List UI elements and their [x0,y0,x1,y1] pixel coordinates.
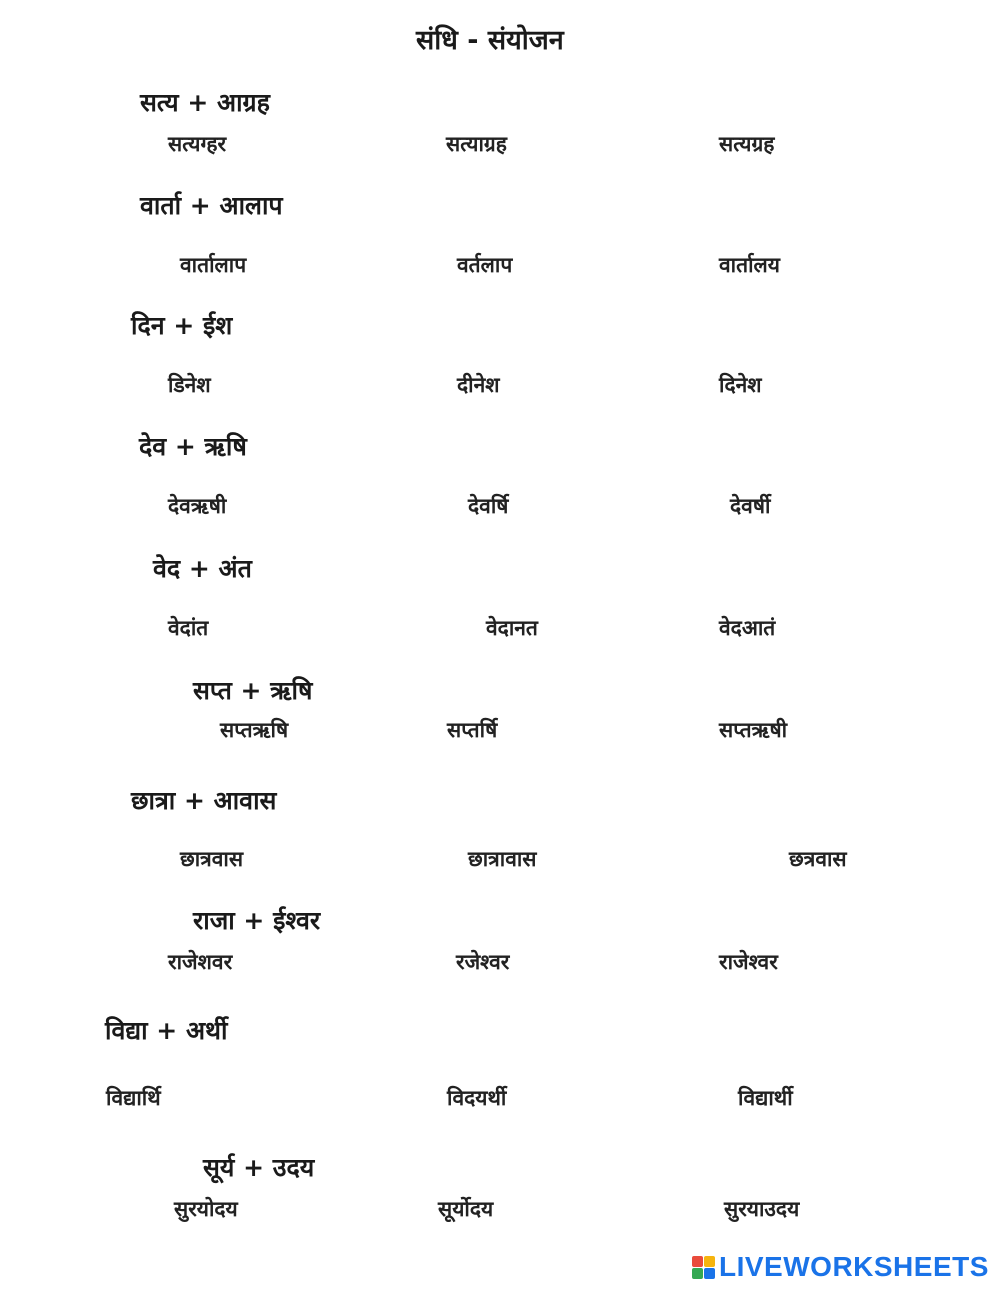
answer-option[interactable]: छात्रवास [180,847,244,871]
answer-option[interactable]: देवर्षि [468,494,509,518]
answer-option[interactable]: वार्तालय [719,253,780,277]
answer-option[interactable]: डिनेश [168,373,211,397]
answer-option[interactable]: विदयर्थी [447,1086,507,1110]
question-prompt: दिन + ईश [131,311,233,340]
worksheet-title: संधि - संयोजन [416,25,564,56]
question-prompt: सत्य + आग्रह [140,88,270,117]
answer-option[interactable]: रजेश्वर [456,950,510,974]
answer-option[interactable]: वार्तालाप [180,253,247,277]
question-prompt: सप्त + ऋषि [193,676,313,705]
question-prompt: विद्या + अर्थी [105,1016,228,1045]
liveworksheets-logo-icon [692,1256,715,1279]
answer-option[interactable]: दिनेश [719,373,762,397]
answer-option[interactable]: सत्यग्रह [719,132,775,156]
answer-option[interactable]: राजेशवर [168,950,233,974]
logo-square-blue [704,1268,715,1279]
answer-option[interactable]: विद्यार्थि [106,1086,161,1110]
answer-option[interactable]: वेदांत [168,616,209,640]
answer-option[interactable]: सप्तऋषि [220,718,289,742]
answer-option[interactable]: सप्तऋषी [719,718,788,742]
logo-square-red [692,1256,703,1267]
answer-option[interactable]: सुरयाउदय [724,1197,800,1221]
answer-option[interactable]: राजेश्वर [719,950,778,974]
answer-option[interactable]: दीनेश [457,373,500,397]
logo-square-yellow [704,1256,715,1267]
question-prompt: देव + ऋषि [139,432,247,461]
brand-name: LIVEWORKSHEETS [719,1251,989,1282]
answer-option[interactable]: सुरयोदय [174,1197,238,1221]
answer-option[interactable]: छत्रवास [789,847,847,871]
answer-option[interactable]: छात्रावास [468,847,537,871]
question-prompt: राजा + ईश्वर [193,906,321,935]
question-prompt: छात्रा + आवास [131,786,277,815]
answer-option[interactable]: वेदानत [486,616,538,640]
answer-option[interactable]: सत्यग्हर [168,132,227,156]
answer-option[interactable]: वर्तलाप [457,253,513,277]
question-prompt: सूर्य + उदय [203,1153,315,1182]
question-prompt: वेद + अंत [153,554,252,583]
answer-option[interactable]: सत्याग्रह [446,132,507,156]
answer-option[interactable]: देवर्षी [730,494,771,518]
answer-option[interactable]: विद्यार्थी [738,1086,793,1110]
logo-square-green [692,1268,703,1279]
question-prompt: वार्ता + आलाप [140,191,283,220]
answer-option[interactable]: वेदआतं [719,616,776,640]
answer-option[interactable]: सूर्योदय [438,1197,494,1221]
liveworksheets-logo [692,1253,989,1281]
answer-option[interactable]: सप्तर्षि [447,718,498,742]
answer-option[interactable]: देवऋषी [168,494,227,518]
